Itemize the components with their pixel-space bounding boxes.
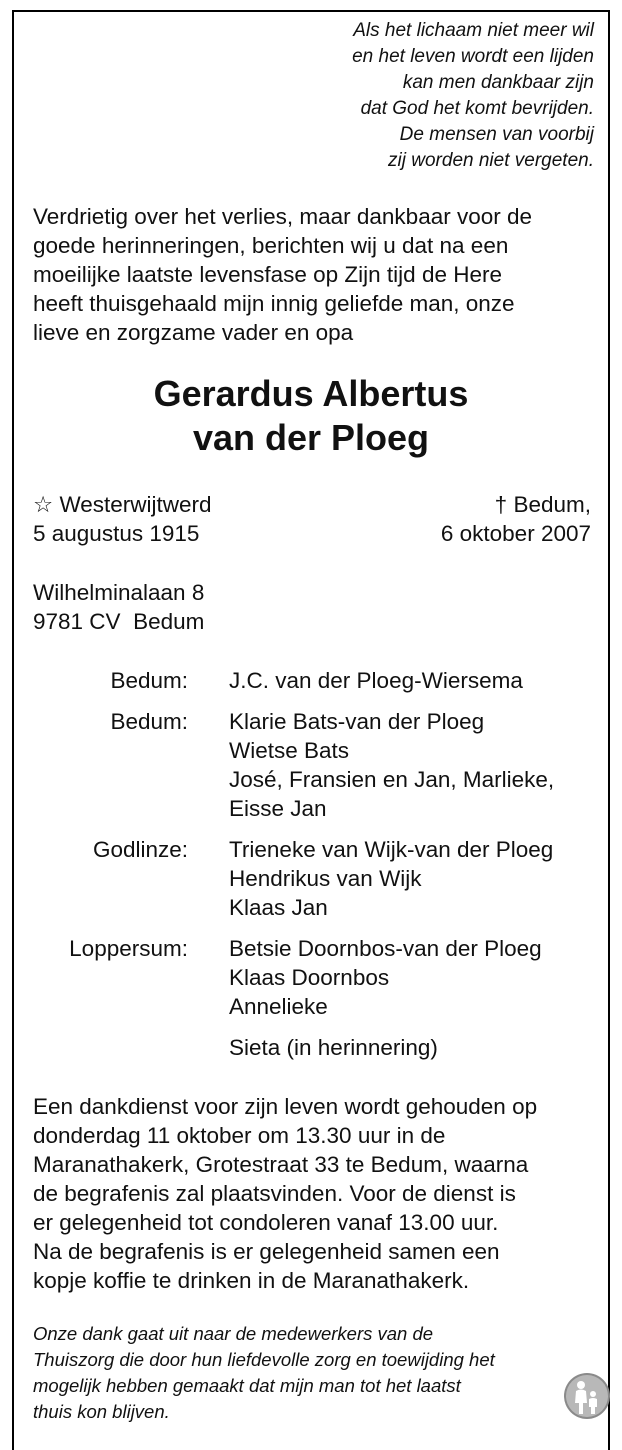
- star-icon: ☆: [33, 492, 54, 517]
- family-group: [0, 835, 622, 922]
- deceased-name-line2: van der Ploeg: [192, 417, 430, 458]
- family-member: José, Fransien en Jan, Marlieke,: [229, 767, 555, 792]
- family-group: [0, 666, 622, 695]
- family-place: Bedum:: [110, 668, 188, 693]
- thanks-line: Thuiszorg die door hun liefdevolle zorg en toewijding het: [33, 1349, 495, 1370]
- thanks-line: mogelijk hebben gemaakt dat mijn man tot het laatst: [33, 1375, 461, 1396]
- intro-line: goede herinneringen, berichten wij u dat na een: [33, 233, 509, 258]
- family-group: [0, 707, 622, 823]
- poem-line: De mensen van voorbij: [399, 124, 594, 145]
- service-line: Maranathakerk, Grotestraat 33 te Bedum, waarna: [33, 1152, 529, 1177]
- poem-line: zij worden niet vergeten.: [388, 150, 594, 171]
- family-list: [0, 666, 622, 1074]
- death-date: 6 oktober 2007: [440, 521, 591, 546]
- family-member: Klarie Bats-van der Ploeg: [229, 709, 485, 734]
- family-member: Hendrikus van Wijk: [229, 866, 422, 891]
- poem: [352, 18, 594, 174]
- deceased-name: [0, 372, 622, 460]
- intro-line: heeft thuisgehaald mijn innig geliefde man, onze: [33, 291, 515, 316]
- family-group: [0, 1033, 622, 1062]
- family-member: Betsie Doornbos-van der Ploeg: [229, 936, 542, 961]
- intro-line: moeilijke laatste levensfase op Zijn tijd de Here: [33, 262, 502, 287]
- family-member: Trieneke van Wijk-van der Ploeg: [229, 837, 554, 862]
- birth-date: 5 augustus 1915: [33, 521, 200, 546]
- service-line: Een dankdienst voor zijn leven wordt gehouden op: [33, 1094, 538, 1119]
- birth-place: Westerwijtwerd: [59, 492, 212, 517]
- family-member: Klaas Doornbos: [229, 965, 390, 990]
- family-place: Loppersum:: [69, 936, 188, 961]
- service-line: de begrafenis zal plaatsvinden. Voor de dienst is: [33, 1181, 516, 1206]
- address-street: Wilhelminalaan 8: [33, 580, 205, 605]
- family-member: Wietse Bats: [229, 738, 350, 763]
- service-line: er gelegenheid tot condoleren vanaf 13.00 uur.: [33, 1210, 499, 1235]
- poem-line: en het leven wordt een lijden: [352, 46, 594, 67]
- family-figures-icon: [563, 1372, 611, 1420]
- intro-line: lieve en zorgzame vader en opa: [33, 320, 354, 345]
- family-member: Eisse Jan: [229, 796, 327, 821]
- deceased-name-line1: Gerardus Albertus: [153, 373, 469, 414]
- service-line: donderdag 11 oktober om 13.30 uur in de: [33, 1123, 446, 1148]
- death-line: [441, 490, 591, 519]
- birth-line: [33, 490, 212, 519]
- thanks-paragraph: [33, 1321, 495, 1425]
- birth-info: [33, 490, 212, 548]
- address-block: [33, 578, 204, 636]
- death-place: Bedum,: [513, 492, 591, 517]
- address-postal-city: 9781 CV Bedum: [33, 609, 205, 634]
- service-line: kopje koffie te drinken in de Maranathakerk.: [33, 1268, 470, 1293]
- family-place: Bedum:: [110, 709, 188, 734]
- family-member: J.C. van der Ploeg-Wiersema: [229, 668, 523, 693]
- intro-paragraph: [33, 202, 593, 347]
- thanks-line: thuis kon blijven.: [33, 1401, 170, 1422]
- thanks-line: Onze dank gaat uit naar de medewerkers van de: [33, 1323, 434, 1344]
- poem-line: kan men dankbaar zijn: [402, 72, 594, 93]
- poem-line: dat God het komt bevrijden.: [360, 98, 594, 119]
- family-group: [0, 934, 622, 1021]
- family-member: Sieta (in herinnering): [229, 1035, 438, 1060]
- service-paragraph: [33, 1092, 537, 1295]
- service-line: Na de begrafenis is er gelegenheid samen een: [33, 1239, 500, 1264]
- poem-line: Als het lichaam niet meer wil: [353, 20, 594, 41]
- intro-line: Verdrietig over het verlies, maar dankbaar voor de: [33, 204, 533, 229]
- family-place: Godlinze:: [92, 837, 188, 862]
- cross-icon: †: [494, 492, 508, 517]
- family-member: Klaas Jan: [229, 895, 328, 920]
- death-info: [441, 490, 591, 548]
- family-member: Annelieke: [229, 994, 328, 1019]
